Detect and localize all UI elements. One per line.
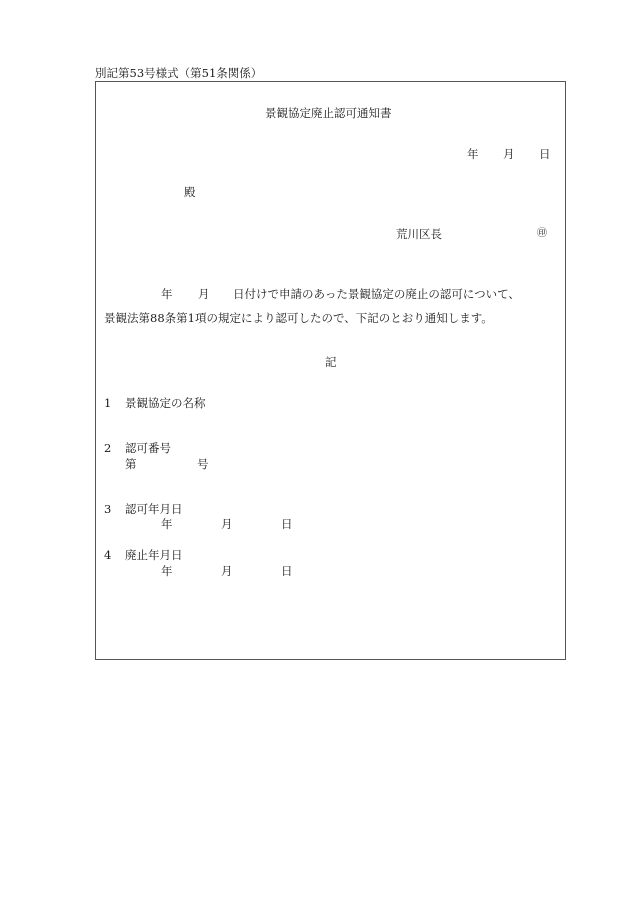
item-4-label: 廃止年月日: [125, 548, 183, 562]
seal-mark: ㊞: [537, 228, 547, 239]
addressee-honorific: 殿: [184, 185, 196, 199]
item-3-day: 日: [281, 517, 293, 531]
item-3-label: 認可年月日: [125, 502, 183, 516]
item-4-day: 日: [281, 564, 293, 578]
body-month: 月: [198, 287, 210, 301]
item-3-month: 月: [221, 517, 233, 531]
item-2-prefix: 第: [125, 457, 137, 471]
body-year: 年: [161, 287, 173, 301]
body-line1: 日付けで申請のあった景観協定の廃止の認可について、: [233, 287, 520, 301]
item-4-number: 4: [104, 548, 112, 562]
form-number-label: 別記第53号様式（第51条関係）: [95, 66, 263, 80]
item-1-label: 景観協定の名称: [125, 396, 206, 410]
item-3-number: 3: [104, 502, 112, 516]
date-day: 日: [539, 147, 551, 161]
document-title: 景観協定廃止認可通知書: [265, 106, 392, 120]
item-2-number: 2: [104, 441, 112, 455]
item-1-number: 1: [104, 396, 112, 410]
date-year: 年: [467, 147, 479, 161]
issuer-name: 荒川区長: [396, 227, 442, 241]
item-4-year: 年: [161, 564, 173, 578]
body-line2: 景観法第88条第1項の規定により認可したので、下記のとおり通知します。: [104, 311, 493, 325]
ki-heading: 記: [325, 355, 337, 369]
item-2-suffix: 号: [197, 457, 209, 471]
item-4-month: 月: [221, 564, 233, 578]
item-2-label: 認可番号: [125, 441, 171, 455]
date-month: 月: [503, 147, 515, 161]
item-3-year: 年: [161, 517, 173, 531]
